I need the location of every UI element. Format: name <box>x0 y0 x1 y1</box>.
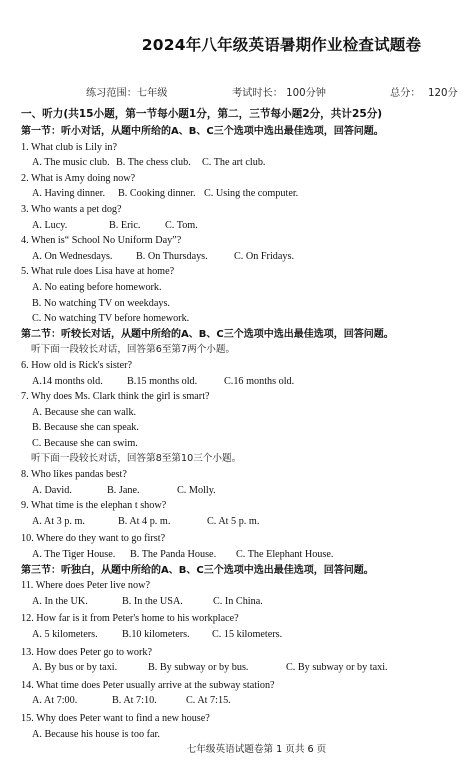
option-a: A. Because she can walk. <box>32 406 137 418</box>
option-b: B. The chess club. <box>116 157 191 169</box>
option-b: B. In the USA. <box>122 595 183 607</box>
option-c: C. At 7:15. <box>186 695 231 707</box>
question-7: 7. Why does Ms. Clark think the girl is smart? <box>21 391 210 403</box>
option-a: A. Having dinner. <box>32 188 105 200</box>
option-c: C. 15 kilometers. <box>212 629 283 640</box>
options-12 <box>21 627 461 643</box>
option-b: B. At 7:10. <box>112 695 157 707</box>
question-14: 14. What time does Peter usually arrive at the subway station? <box>21 679 275 691</box>
option-b: B. Eric. <box>109 219 141 231</box>
question-8: 8. Who likes pandas best? <box>21 469 127 481</box>
question-13: 13. How does Peter go to work? <box>21 646 152 658</box>
question-6: 6. How old is Rick's sister? <box>21 359 133 371</box>
option-b: B. Cooking dinner. <box>118 188 196 200</box>
score-value: 120分 <box>428 88 458 99</box>
option-c: C. On Fridays. <box>234 250 294 262</box>
option-a: A.14 months old. <box>32 375 103 387</box>
question-2: 2. What is Amy doing now? <box>21 172 136 184</box>
question-10: 10. Where do they want to go first? <box>21 533 166 545</box>
section-heading: 一、听力(共15小题，第一节每小题1分，第二，三节每小题2分，共计25分) <box>21 108 383 120</box>
options-3 <box>21 218 461 234</box>
option-c: C.16 months old. <box>224 375 295 387</box>
options-4 <box>21 249 461 265</box>
score-label: 总分： <box>390 88 421 99</box>
question-9: 9. What time is the elephan t show? <box>21 500 167 512</box>
question-5: 5. What rule does Lisa have at home? <box>21 266 175 278</box>
question-list <box>21 124 461 742</box>
options-13 <box>21 660 461 676</box>
listening-instruction-1: 听下面一段较长对话，回答第6至第7两个小题。 <box>31 344 236 356</box>
option-b: B. Because she can speak. <box>32 422 139 434</box>
option-b: B. At 4 p. m. <box>118 515 171 527</box>
question-4: 4. When is“ School No Uniform Day”? <box>21 235 182 247</box>
part-3-heading: 第三节：听独白，从题中所给的A、B、C三个选项中选出最佳选项，回答问题。 <box>21 564 374 576</box>
option-b: B. The Panda House. <box>130 549 217 561</box>
option-b: B.10 kilometers. <box>122 629 190 640</box>
option-a: A. David. <box>32 484 72 496</box>
scope-label: 练习范围：七年级 <box>86 88 168 99</box>
question-12: 12. How far is it from Peter's home to his workplace? <box>21 613 239 625</box>
question-15: 15. Why does Peter want to find a new house? <box>21 712 210 724</box>
options-1 <box>21 155 461 171</box>
option-c: C. By subway or by taxi. <box>286 662 388 674</box>
options-8 <box>21 483 461 499</box>
option-a: A. Lucy. <box>32 219 68 231</box>
part-2-heading: 第二节：听较长对话，从题中所给的A、B、C三个选项中选出最佳选项，回答问题。 <box>21 328 394 340</box>
option-a: A. 5 kilometers. <box>32 629 98 640</box>
option-c: C. Tom. <box>165 219 198 231</box>
option-a: A. In the UK. <box>32 595 88 607</box>
option-c: C. Because she can swim. <box>32 437 138 449</box>
option-a: A. The music club. <box>32 157 110 169</box>
option-a: A. Because his house is too far. <box>32 728 160 740</box>
exam-title: 2024年八年级英语暑期作业检查试题卷 <box>141 36 422 54</box>
option-c: C. No watching TV before homework. <box>32 313 190 325</box>
option-a: A. On Wednesdays. <box>32 250 113 262</box>
option-c: C. The art club. <box>202 157 266 169</box>
part-1-heading: 第一节：听小对话，从题中所给的A、B、C三个选项中选出最佳选项，回答问题。 <box>21 126 384 137</box>
listening-instruction-2: 听下面一段较长对话，回答第8至第10三个小题。 <box>31 453 242 465</box>
option-a: A. No eating before homework. <box>32 281 162 293</box>
options-14 <box>21 693 461 709</box>
options-11 <box>21 594 461 610</box>
options-2 <box>21 186 461 202</box>
option-c: C. Using the computer. <box>204 188 299 200</box>
page-footer: 七年级英语试题卷第 1 页共 6 页 <box>186 744 327 755</box>
option-a: A. By bus or by taxi. <box>32 662 118 674</box>
option-a: A. The Tiger House. <box>32 549 116 561</box>
question-1: 1. What club is Lily in? <box>21 141 118 153</box>
options-6 <box>21 374 461 390</box>
option-c: C. At 5 p. m. <box>207 515 260 527</box>
options-10 <box>21 547 461 563</box>
question-3: 3. Who wants a pet dog? <box>21 203 122 215</box>
option-b: B. Jane. <box>107 484 140 496</box>
option-c: C. In China. <box>213 595 263 607</box>
option-b: B.15 months old. <box>127 375 198 387</box>
option-b: B. No watching TV on weekdays. <box>32 297 170 309</box>
time-label: 考试时长： 100分钟 <box>232 88 326 99</box>
option-c: C. Molly. <box>177 484 216 496</box>
option-a: A. At 3 p. m. <box>32 515 85 527</box>
option-b: B. By subway or by bus. <box>148 662 249 674</box>
option-b: B. On Thursdays. <box>136 250 208 262</box>
option-c: C. The Elephant House. <box>236 549 334 561</box>
question-11: 11. Where does Peter live now? <box>21 580 150 592</box>
option-a: A. At 7:00. <box>32 695 78 707</box>
options-9 <box>21 514 461 530</box>
